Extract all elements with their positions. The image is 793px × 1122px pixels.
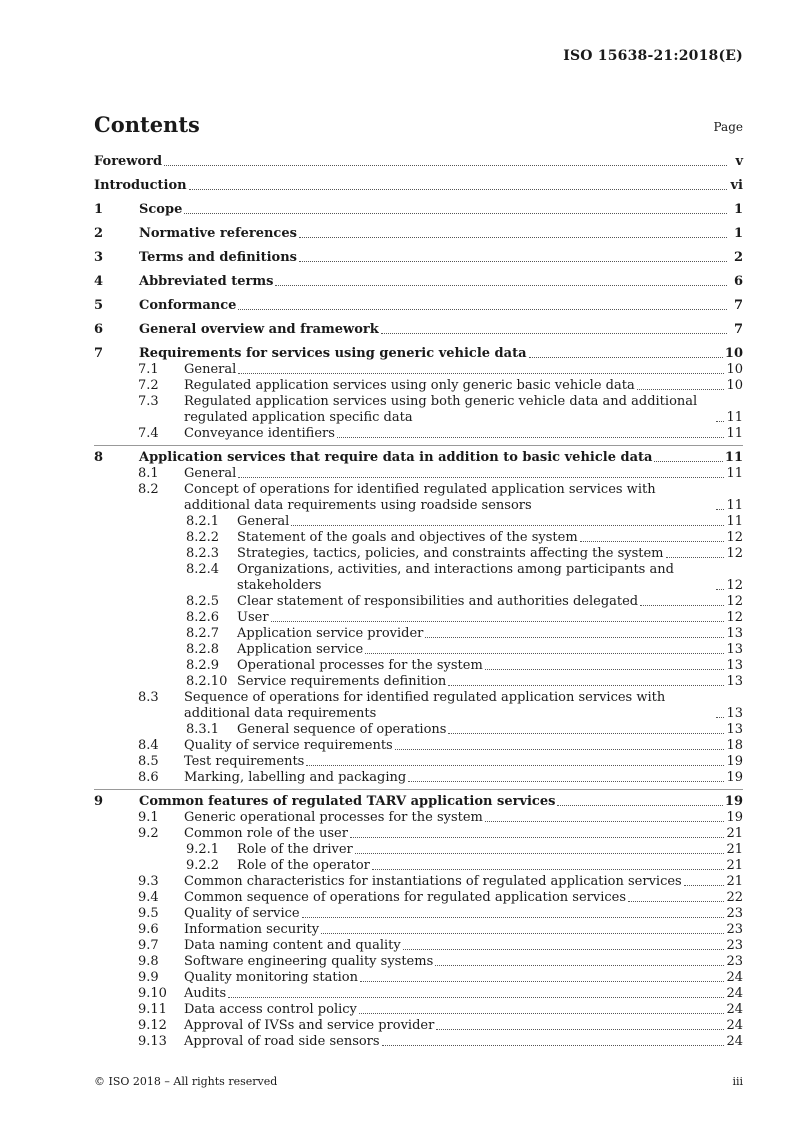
toc-entry-number: 7.3	[138, 394, 159, 409]
toc-entry-page: 13	[726, 674, 743, 689]
toc-entry-title: Data access control policy	[184, 1002, 357, 1017]
toc-entry[interactable]	[94, 482, 743, 514]
dot-leader	[716, 589, 724, 590]
dot-leader	[350, 837, 725, 838]
spacer	[94, 314, 743, 322]
dot-leader	[529, 357, 723, 358]
toc-entry-number: 8.2.8	[186, 642, 220, 657]
toc-entry-number: 8.2.3	[186, 546, 220, 561]
toc-entry-title: Concept of operations for identified regulated application services with additional data requirements using roadside sensors	[184, 482, 656, 513]
toc-entry-page: 13	[726, 722, 743, 737]
toc-entry-title-wrap	[94, 274, 729, 290]
toc-entry-title: Abbreviated terms	[139, 274, 274, 289]
toc-entry[interactable]	[94, 674, 743, 690]
toc-entry-title: Terms and definitions	[139, 250, 297, 265]
toc-entry-page: 19	[726, 754, 743, 769]
toc-entry-title: Clear statement of responsibilities and authorities delegated	[237, 594, 639, 609]
spacer	[94, 218, 743, 226]
toc-entry-number: 8.4	[138, 738, 159, 753]
toc-entry-page: 10	[726, 378, 743, 393]
toc-entry-page: 1	[733, 226, 743, 241]
toc-entry-page: vi	[730, 178, 743, 193]
toc-entry[interactable]	[94, 466, 743, 482]
toc-entry-title: Common sequence of operations for regulated application services	[184, 890, 626, 905]
toc-entry-title-wrap	[94, 1018, 726, 1034]
toc-entry-title: Regulated application services using only generic basic vehicle data	[184, 378, 635, 393]
toc-entry[interactable]	[94, 658, 743, 674]
toc-entry[interactable]	[94, 378, 743, 394]
toc-entry-number: 9.3	[138, 874, 159, 889]
toc-entry-number: 9.13	[138, 1034, 167, 1049]
toc-entry-title-wrap	[94, 466, 726, 482]
toc-entry-number: 8.3	[138, 690, 159, 705]
toc-entry-page: 11	[726, 410, 743, 425]
dot-leader	[238, 477, 724, 478]
toc-entry[interactable]	[94, 546, 743, 562]
toc-entry-page: 11	[726, 466, 743, 481]
dot-leader	[448, 685, 724, 686]
page-title: Contents	[94, 112, 200, 137]
toc-entry[interactable]	[94, 810, 743, 826]
toc-entry-number: 9.2	[138, 826, 159, 841]
toc-entry-title: Common features of regulated TARV application services	[139, 794, 556, 809]
toc-entry-title: Marking, labelling and packaging	[184, 770, 407, 785]
toc-entry[interactable]	[94, 514, 743, 530]
toc-entry-page: 12	[726, 594, 743, 609]
toc-entry[interactable]	[94, 250, 743, 266]
toc-entry-page: 13	[726, 626, 743, 641]
spacer	[94, 266, 743, 274]
dot-leader	[275, 285, 727, 286]
toc-entry-title-wrap	[94, 450, 725, 466]
toc-entry[interactable]	[94, 906, 743, 922]
toc-entry[interactable]	[94, 770, 743, 786]
toc-entry-title-wrap	[94, 738, 726, 754]
toc-entry-title-wrap	[94, 970, 726, 986]
toc-entry-page: 10	[724, 346, 743, 361]
toc-entry[interactable]	[94, 794, 743, 810]
toc-entry-number: 8.2.6	[186, 610, 220, 625]
toc-entry-title: Approval of IVSs and service provider	[184, 1018, 435, 1033]
toc-entry-number: 8.2.9	[186, 658, 220, 673]
toc-entry[interactable]	[94, 858, 743, 874]
toc-entry[interactable]	[94, 842, 743, 858]
toc-entry-number: 8.6	[138, 770, 159, 785]
toc-entry[interactable]	[94, 154, 743, 170]
dot-leader	[448, 733, 724, 734]
toc-entry-page: 18	[726, 738, 743, 753]
dot-leader	[716, 509, 724, 510]
toc-entry-title: Role of the operator	[237, 858, 370, 873]
toc-entry-title-wrap	[94, 178, 729, 194]
toc-entry-number: 8.2.7	[186, 626, 220, 641]
toc-entry[interactable]	[94, 938, 743, 954]
toc-entry[interactable]	[94, 922, 743, 938]
toc-entry-title-wrap	[94, 298, 729, 314]
dot-leader	[395, 749, 725, 750]
toc-entry-page: 21	[726, 842, 743, 857]
toc-entry[interactable]	[94, 1002, 743, 1018]
toc-entry[interactable]	[94, 722, 743, 738]
toc-entry[interactable]	[94, 562, 743, 594]
dot-leader	[360, 981, 724, 982]
toc-entry-title-wrap	[94, 226, 729, 242]
toc-entry-page: 1	[733, 202, 743, 217]
toc-entry-title: Application service	[237, 642, 364, 657]
toc-entry-title: Operational processes for the system	[237, 658, 483, 673]
toc-entry-number: 7	[94, 346, 104, 361]
toc-entry[interactable]	[94, 970, 743, 986]
dot-leader	[189, 189, 727, 190]
dot-leader	[365, 653, 724, 654]
toc-entry-title-wrap	[94, 346, 725, 362]
toc-entry[interactable]	[94, 530, 743, 546]
toc-entry-title-wrap	[94, 378, 726, 394]
toc-entry-page: 24	[726, 1034, 743, 1049]
toc-entry-title-wrap	[94, 770, 726, 786]
toc-entry-page: 13	[726, 706, 743, 721]
toc-entry-title: Foreword	[94, 154, 163, 169]
dot-leader	[238, 309, 727, 310]
dot-leader	[485, 821, 725, 822]
toc-entry-title-wrap	[94, 954, 726, 970]
toc-entry-title-wrap	[94, 890, 726, 906]
toc-entry-number: 9.6	[138, 922, 159, 937]
toc-entry-page: 11	[726, 426, 743, 441]
toc-entry-page: 12	[726, 546, 743, 561]
toc-entry-page: 13	[726, 642, 743, 657]
toc-entry-title: Quality monitoring station	[184, 970, 358, 985]
toc-entry-title-wrap	[94, 906, 726, 922]
toc-entry-title: Common characteristics for instantiations of regulated application services	[184, 874, 682, 889]
toc-entry[interactable]	[94, 610, 743, 626]
toc-entry[interactable]	[94, 394, 743, 426]
toc-entry-title: General	[184, 466, 237, 481]
toc-entry-number: 8.2	[138, 482, 159, 497]
toc-entry[interactable]	[94, 298, 743, 314]
toc-entry-page: 11	[724, 450, 743, 465]
toc-entry-number: 5	[94, 298, 104, 313]
toc-entry-title: Application services that require data in addition to basic vehicle data	[139, 450, 653, 465]
toc-entry-number: 9.7	[138, 938, 159, 953]
toc-entry-title: Scope	[139, 202, 183, 217]
toc-entry-title: Regulated application services using both generic vehicle data and additional regulated application specific data	[184, 394, 698, 425]
dot-leader	[425, 637, 724, 638]
toc-entry-number: 7.2	[138, 378, 159, 393]
toc-entry[interactable]	[94, 594, 743, 610]
toc-entry-title: Approval of road side sensors	[184, 1034, 380, 1049]
page-column-label: Page	[713, 120, 743, 134]
dot-leader	[184, 213, 727, 214]
toc-entry-title-wrap	[94, 810, 726, 826]
toc-entry-number: 8.3.1	[186, 722, 220, 737]
dot-leader	[372, 869, 725, 870]
toc-entry[interactable]	[94, 450, 743, 466]
dot-leader	[628, 901, 724, 902]
dot-leader	[299, 261, 727, 262]
dot-leader	[302, 917, 725, 918]
toc-entry-page: 7	[733, 298, 743, 313]
toc-entry-title: Sequence of operations for identified regulated application services with additional data requirements	[184, 690, 666, 721]
toc-entry-page: v	[735, 154, 743, 169]
toc-entry-title: Test requirements	[184, 754, 305, 769]
toc-entry-title-wrap	[94, 938, 726, 954]
toc-entry[interactable]	[94, 178, 743, 194]
dot-leader	[684, 885, 725, 886]
toc-entry-number: 9.9	[138, 970, 159, 985]
toc-entry-title-wrap	[94, 250, 729, 266]
toc-entry-page: 23	[726, 954, 743, 969]
toc-entry-title: General sequence of operations	[237, 722, 447, 737]
toc-entry-title: Strategies, tactics, policies, and constraints affecting the system	[237, 546, 664, 561]
toc-entry-title-wrap	[94, 394, 726, 426]
toc-entry[interactable]	[94, 202, 743, 218]
dot-leader	[271, 621, 725, 622]
toc-entry-title: General	[184, 362, 237, 377]
toc-entry-title-wrap	[94, 1034, 726, 1050]
dot-leader	[640, 605, 724, 606]
dot-leader	[654, 461, 722, 462]
toc-entry-title: Normative references	[139, 226, 297, 241]
toc-entry-number: 8	[94, 450, 104, 465]
spacer	[94, 290, 743, 298]
dot-leader	[306, 765, 724, 766]
toc-entry-title: Generic operational processes for the system	[184, 810, 483, 825]
toc-entry-page: 11	[726, 514, 743, 529]
toc-entry-number: 7.4	[138, 426, 159, 441]
toc-entry[interactable]	[94, 754, 743, 770]
toc-entry-title-wrap	[94, 690, 726, 722]
toc-entry-title: User	[237, 610, 269, 625]
toc-entry[interactable]	[94, 890, 743, 906]
toc-entry-number: 2	[94, 226, 104, 241]
toc-entry-page: 22	[726, 890, 743, 905]
toc-entry[interactable]	[94, 1018, 743, 1034]
toc-entry-title: Introduction	[94, 178, 187, 193]
spacer	[94, 170, 743, 178]
toc-entry-title-wrap	[94, 754, 726, 770]
section-divider	[94, 789, 743, 790]
table-of-contents	[94, 154, 743, 1050]
toc-entry-number: 9.1	[138, 810, 159, 825]
toc-entry-title: Data naming content and quality	[184, 938, 401, 953]
dot-leader	[299, 237, 727, 238]
toc-entry[interactable]	[94, 346, 743, 362]
dot-leader	[355, 853, 725, 854]
toc-entry-number: 6	[94, 322, 104, 337]
dot-leader	[580, 541, 725, 542]
toc-entry-number: 8.1	[138, 466, 159, 481]
toc-entry[interactable]	[94, 954, 743, 970]
toc-entry[interactable]	[94, 738, 743, 754]
toc-entry-title-wrap	[94, 826, 726, 842]
dot-leader	[435, 965, 724, 966]
toc-entry-page: 23	[726, 906, 743, 921]
toc-entry-number: 9.12	[138, 1018, 167, 1033]
toc-entry-title: General overview and framework	[139, 322, 379, 337]
toc-entry-page: 19	[726, 810, 743, 825]
toc-entry-number: 1	[94, 202, 104, 217]
toc-entry[interactable]	[94, 626, 743, 642]
page-number: iii	[732, 1075, 743, 1088]
toc-entry-number: 9.10	[138, 986, 167, 1001]
toc-entry-number: 8.2.4	[186, 562, 220, 577]
toc-entry[interactable]	[94, 362, 743, 378]
dot-leader	[337, 437, 725, 438]
toc-entry-page: 21	[726, 826, 743, 841]
toc-entry[interactable]	[94, 426, 743, 442]
toc-entry-number: 8.2.2	[186, 530, 220, 545]
spacer	[94, 242, 743, 250]
toc-entry-title: Application service provider	[237, 626, 424, 641]
toc-entry-title-wrap	[94, 362, 726, 378]
toc-entry-number: 9.2.2	[186, 858, 220, 873]
dot-leader	[228, 997, 724, 998]
toc-entry-title: Audits	[184, 986, 227, 1001]
toc-entry-number: 3	[94, 250, 104, 265]
toc-entry-page: 2	[733, 250, 743, 265]
toc-entry-page: 23	[726, 938, 743, 953]
dot-leader	[381, 333, 727, 334]
toc-entry-number: 9.5	[138, 906, 159, 921]
toc-entry-number: 8.2.1	[186, 514, 220, 529]
toc-entry-page: 12	[726, 530, 743, 545]
dot-leader	[291, 525, 724, 526]
toc-entry-title-wrap	[94, 322, 729, 338]
toc-entry-number: 9.2.1	[186, 842, 220, 857]
toc-entry-title: Common role of the user	[184, 826, 348, 841]
toc-entry-title: Conformance	[139, 298, 237, 313]
toc-entry-title: Statement of the goals and objectives of the system	[237, 530, 578, 545]
toc-entry-title-wrap	[94, 154, 729, 170]
toc-entry-title: Organizations, activities, and interactions among participants and stakeholders	[237, 562, 674, 593]
toc-entry-title: Software engineering quality systems	[184, 954, 434, 969]
dot-leader	[716, 421, 724, 422]
dot-leader	[403, 949, 725, 950]
toc-entry-page: 11	[726, 498, 743, 513]
dot-leader	[637, 389, 725, 390]
toc-entry-number: 8.2.10	[186, 674, 228, 689]
toc-entry-page: 13	[726, 658, 743, 673]
toc-entry-number: 9	[94, 794, 104, 809]
toc-entry-page: 19	[724, 794, 743, 809]
dot-leader	[321, 933, 724, 934]
spacer	[94, 338, 743, 346]
dot-leader	[359, 1013, 725, 1014]
toc-entry[interactable]	[94, 274, 743, 290]
toc-entry-page: 23	[726, 922, 743, 937]
dot-leader	[382, 1045, 725, 1046]
toc-entry-page: 24	[726, 986, 743, 1001]
toc-entry[interactable]	[94, 322, 743, 338]
toc-entry-page: 24	[726, 1018, 743, 1033]
toc-entry-number: 9.4	[138, 890, 159, 905]
toc-entry-page: 6	[733, 274, 743, 289]
toc-entry-title: Quality of service requirements	[184, 738, 393, 753]
section-divider	[94, 445, 743, 446]
document-code: ISO 15638-21:2018(E)	[563, 48, 743, 64]
toc-entry-page: 7	[733, 322, 743, 337]
toc-entry-page: 19	[726, 770, 743, 785]
toc-entry-title: Quality of service	[184, 906, 300, 921]
toc-entry-page: 21	[726, 858, 743, 873]
toc-entry-title-wrap	[94, 426, 726, 442]
toc-entry-title: Conveyance identifiers	[184, 426, 335, 441]
toc-entry-title: Role of the driver	[237, 842, 353, 857]
toc-entry-number: 7.1	[138, 362, 159, 377]
toc-entry-page: 10	[726, 362, 743, 377]
dot-leader	[557, 805, 722, 806]
toc-entry[interactable]	[94, 642, 743, 658]
toc-entry-title: Requirements for services using generic vehicle data	[139, 346, 527, 361]
toc-entry-page: 24	[726, 1002, 743, 1017]
toc-entry-title-wrap	[94, 986, 726, 1002]
dot-leader	[164, 165, 727, 166]
toc-entry[interactable]	[94, 226, 743, 242]
toc-entry[interactable]	[94, 874, 743, 890]
copyright-notice: © ISO 2018 – All rights reserved	[94, 1075, 278, 1088]
toc-entry-title-wrap	[94, 1002, 726, 1018]
toc-entry-title-wrap	[94, 482, 726, 514]
toc-entry-page: 24	[726, 970, 743, 985]
dot-leader	[485, 669, 725, 670]
spacer	[94, 194, 743, 202]
toc-entry-title-wrap	[94, 794, 725, 810]
toc-entry-number: 4	[94, 274, 104, 289]
dot-leader	[716, 717, 724, 718]
toc-entry-number: 8.5	[138, 754, 159, 769]
toc-entry-page: 21	[726, 874, 743, 889]
dot-leader	[238, 373, 724, 374]
dot-leader	[436, 1029, 724, 1030]
toc-entry-number: 8.2.5	[186, 594, 220, 609]
toc-entry-title: Service requirements definition	[237, 674, 447, 689]
toc-entry-title: Information security	[184, 922, 320, 937]
toc-entry[interactable]	[94, 1034, 743, 1050]
toc-entry[interactable]	[94, 690, 743, 722]
dot-leader	[408, 781, 724, 782]
toc-entry[interactable]	[94, 826, 743, 842]
toc-entry[interactable]	[94, 986, 743, 1002]
toc-entry-title-wrap	[94, 202, 729, 218]
toc-entry-page: 12	[726, 578, 743, 593]
dot-leader	[666, 557, 725, 558]
toc-entry-title: General	[237, 514, 290, 529]
toc-entry-page: 12	[726, 610, 743, 625]
toc-entry-number: 9.8	[138, 954, 159, 969]
toc-entry-number: 9.11	[138, 1002, 167, 1017]
toc-entry-title-wrap	[94, 922, 726, 938]
toc-entry-title-wrap	[94, 874, 726, 890]
